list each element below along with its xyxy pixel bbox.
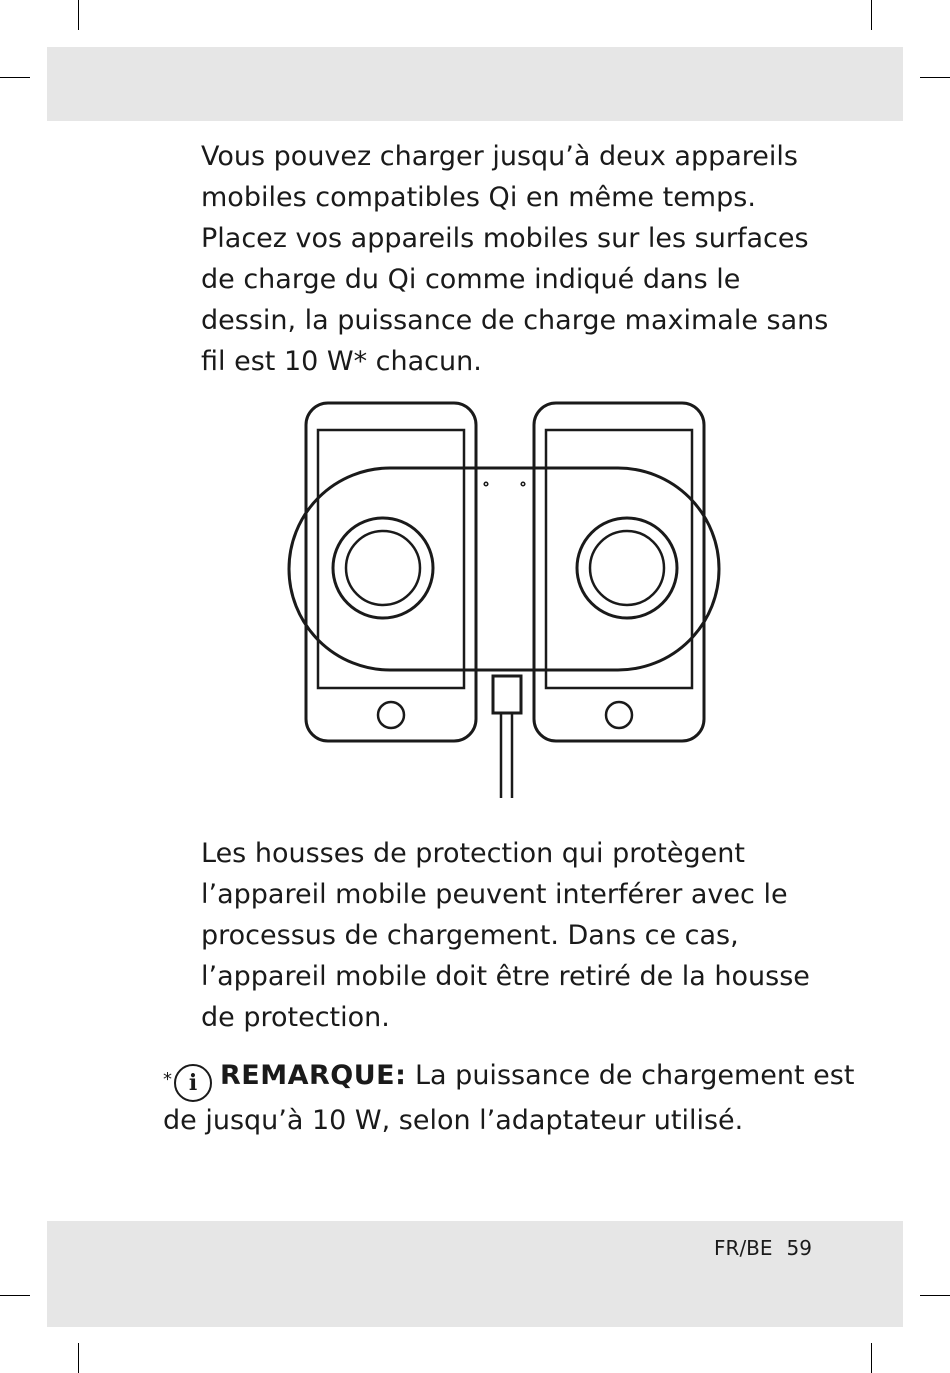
usb-cable-illustration bbox=[493, 676, 521, 798]
note-asterisk: * bbox=[163, 1069, 172, 1090]
footer-locale: FR/BE bbox=[714, 1236, 773, 1260]
info-icon: i bbox=[174, 1064, 212, 1102]
phone-left-illustration bbox=[306, 403, 476, 741]
charging-pad-illustration bbox=[289, 468, 719, 670]
crop-mark bbox=[920, 1295, 950, 1296]
protective-case-paragraph: Les housses de protection qui protègent l’appareil mobile peuvent interférer avec le processus de chargement. Dans ce cas, l’appareil mobile doit être retiré de la housse de protection. bbox=[201, 838, 810, 1033]
note-text: La puissance de chargement est de jusqu’à 10 W, selon l’adaptateur utilisé. bbox=[163, 1060, 855, 1136]
page-footer bbox=[700, 1236, 812, 1260]
intro-paragraph: Vous pouvez charger jusqu’à deux appareils mobiles compatibles Qi en même temps. Placez vos appareils mobiles sur les surfaces de charge du Qi comme indiqué dans le dessin, la puissance de charge maximale sans fil est 10 W* chacun. bbox=[201, 141, 829, 377]
crop-mark bbox=[871, 1343, 872, 1373]
crop-mark bbox=[78, 1343, 79, 1373]
page-number: 59 bbox=[786, 1236, 812, 1260]
phone-right-illustration bbox=[534, 403, 704, 741]
charging-illustration bbox=[286, 400, 722, 800]
note-label: REMARQUE: bbox=[220, 1060, 407, 1091]
crop-mark bbox=[0, 1295, 30, 1296]
crop-mark bbox=[0, 77, 30, 78]
crop-mark bbox=[78, 0, 79, 30]
crop-mark bbox=[920, 77, 950, 78]
header-band bbox=[47, 47, 903, 121]
crop-mark bbox=[871, 0, 872, 30]
note-block bbox=[163, 1057, 863, 1140]
